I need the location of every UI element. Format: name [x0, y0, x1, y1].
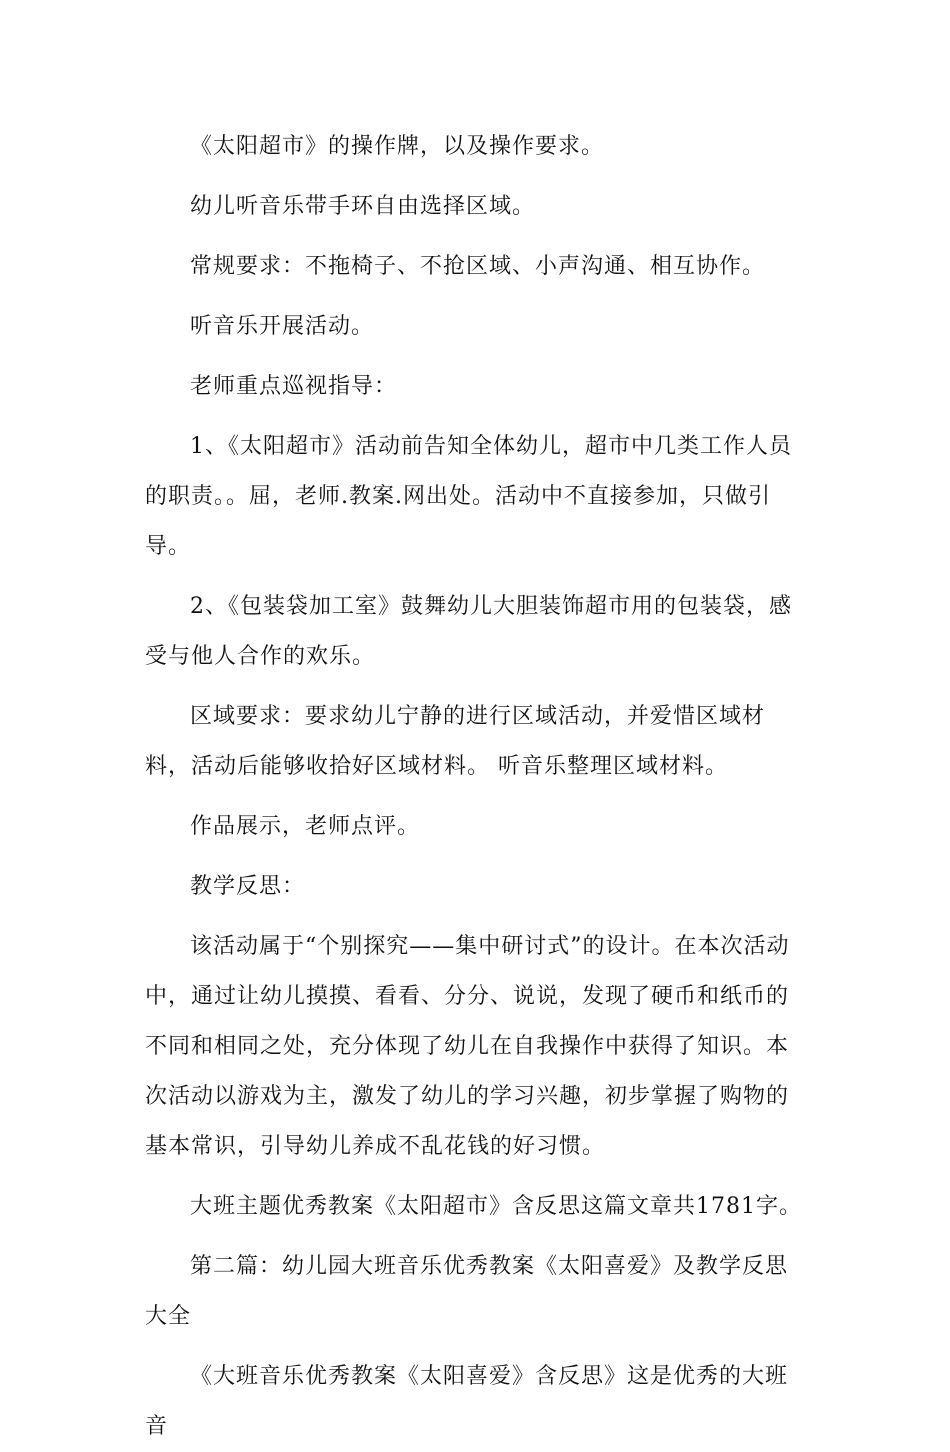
paragraph-1: 《太阳超市》的操作牌，以及操作要求。 [190, 134, 605, 159]
paragraph-2: 幼儿听音乐带手环自由选择区域。 [190, 194, 536, 219]
paragraph-7: 2、《包装袋加工室》鼓舞幼儿大胆装饰超市用的包装袋，感受与他人合作的欢乐。 [145, 594, 792, 669]
paragraph-3: 常规要求：不拖椅子、不抢区域、小声沟通、相互协作。 [190, 254, 766, 279]
paragraph-5: 老师重点巡视指导： [190, 374, 398, 399]
paragraph-12: 大班主题优秀教案《太阳超市》含反思这篇文章共1781字。 [190, 1194, 802, 1219]
paragraph-13: 第二篇：幼儿园大班音乐优秀教案《太阳喜爱》及教学反思大全 [145, 1254, 789, 1329]
paragraph-11: 该活动属于“个别探究——集中研讨式”的设计。在本次活动中，通过让幼儿摸摸、看看、分分、说说，发现了硬币和纸币的不同和相同之处，充分体现了幼儿在自我操作中获得了知识。本次活动以游戏为主，激发了幼儿的学习兴趣，初步掌握了购物的基本常识，引导幼儿养成不乱花钱的好习惯。 [145, 934, 790, 1159]
paragraph-14: 《大班音乐优秀教案《太阳喜爱》含反思》这是优秀的大班音 [145, 1364, 789, 1439]
paragraph-6: 1、《太阳超市》活动前告知全体幼儿，超市中几类工作人员的职责。。屈，老师.教案.网出处。活动中不直接参加，只做引导。 [145, 434, 792, 559]
paragraph-10: 教学反思： [190, 874, 306, 899]
paragraph-4: 听音乐开展活动。 [190, 314, 375, 339]
document-body [145, 122, 810, 1452]
paragraph-9: 作品展示，老师点评。 [190, 814, 421, 839]
paragraph-8: 区域要求：要求幼儿宁静的进行区域活动，并爱惜区域材料，活动后能够收拾好区域材料。 听音乐整理区域材料。 [145, 704, 766, 779]
